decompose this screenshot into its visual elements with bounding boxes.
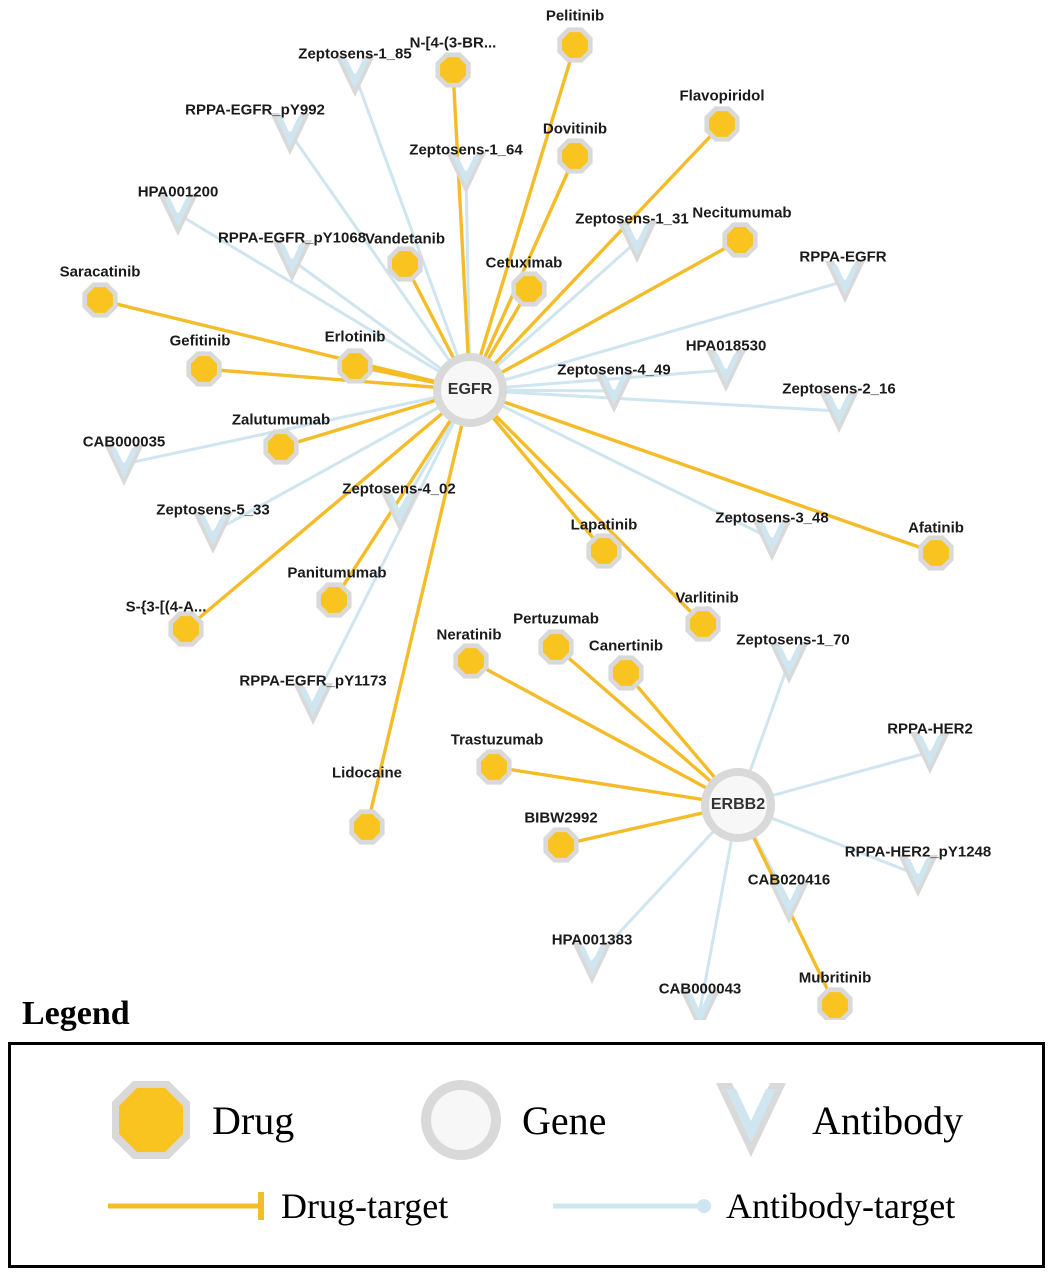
antibody-label: Zeptosens-1_64 bbox=[409, 141, 523, 159]
gene-node[interactable] bbox=[701, 768, 775, 842]
antibody-node[interactable] bbox=[193, 512, 233, 554]
antibody-node[interactable] bbox=[158, 194, 198, 236]
legend-label-antibody-target: Antibody-target bbox=[726, 1186, 956, 1226]
gene-node[interactable] bbox=[433, 353, 507, 427]
antibody-label: RPPA-EGFR bbox=[799, 248, 887, 266]
gene-label: ERBB2 bbox=[710, 796, 766, 813]
drug-node[interactable] bbox=[186, 351, 221, 386]
legend-item-gene bbox=[416, 1075, 606, 1165]
drug-node[interactable] bbox=[586, 533, 621, 568]
drug-label: Pertuzumab bbox=[513, 610, 599, 628]
graph-edge bbox=[470, 45, 575, 390]
drug-label: Saracatinib bbox=[59, 263, 141, 281]
drug-label: Lidocaine bbox=[331, 764, 403, 782]
antibody-node[interactable] bbox=[819, 391, 859, 433]
antibody-node[interactable] bbox=[769, 642, 809, 684]
drug-label: Zalutumumab bbox=[231, 411, 331, 429]
drug-node[interactable] bbox=[349, 809, 384, 844]
antibody-node[interactable] bbox=[293, 683, 333, 725]
drug-label: Necitumumab bbox=[692, 204, 792, 222]
antibody-label: Zeptosens-2_16 bbox=[782, 380, 896, 398]
drug-label: Flavopiridol bbox=[679, 87, 765, 105]
antibody-label: RPPA-HER2_pY1248 bbox=[844, 843, 992, 861]
antibody-target-edge-icon bbox=[551, 1186, 716, 1226]
drug-node[interactable] bbox=[387, 246, 422, 281]
antibody-node[interactable] bbox=[617, 221, 657, 263]
antibody-node[interactable] bbox=[825, 261, 865, 303]
antibody-label: CAB020416 bbox=[747, 871, 831, 889]
drug-label: Afatinib bbox=[908, 519, 964, 537]
drug-label: Cetuximab bbox=[485, 254, 563, 272]
drug-node[interactable] bbox=[704, 106, 739, 141]
drug-label: BIBW2992 bbox=[524, 809, 598, 827]
drug-node[interactable] bbox=[476, 749, 511, 784]
graph-edge bbox=[470, 390, 772, 539]
antibody-label: Zeptosens-4_49 bbox=[557, 361, 671, 379]
legend-label-drug: Drug bbox=[212, 1097, 295, 1143]
antibody-node[interactable] bbox=[898, 855, 938, 897]
antibody-node[interactable] bbox=[752, 519, 792, 561]
legend-box bbox=[8, 1042, 1045, 1268]
antibody-label: Zeptosens-1_31 bbox=[575, 210, 689, 228]
graph-edge bbox=[470, 124, 722, 390]
drug-node[interactable] bbox=[263, 429, 298, 464]
drug-node[interactable] bbox=[168, 611, 203, 646]
antibody-label: Zeptosens-5_33 bbox=[156, 501, 270, 519]
antibody-label: RPPA-EGFR_pY1173 bbox=[239, 672, 387, 690]
drug-label: Neratinib bbox=[436, 626, 502, 644]
antibody-label: HPA001200 bbox=[137, 183, 219, 201]
antibody-label: RPPA-HER2 bbox=[887, 720, 973, 738]
antibody-label: Zeptosens-3_48 bbox=[715, 509, 829, 527]
antibody-node[interactable] bbox=[910, 732, 950, 774]
drug-label: S-{3-[(4-A... bbox=[125, 598, 207, 616]
antibody-label: RPPA-EGFR_pY1068 bbox=[217, 229, 367, 247]
legend-item-antibody bbox=[706, 1075, 963, 1165]
drug-node[interactable] bbox=[337, 348, 372, 383]
antibody-label: HPA018530 bbox=[685, 337, 767, 355]
antibody-node[interactable] bbox=[270, 113, 310, 155]
drug-node[interactable] bbox=[316, 582, 351, 617]
legend-item-drug-target bbox=[106, 1185, 448, 1227]
graph-edge bbox=[367, 390, 470, 827]
antibody-node[interactable] bbox=[446, 152, 486, 194]
legend-label-drug-target: Drug-target bbox=[281, 1186, 449, 1226]
antibody-label: CAB000043 bbox=[658, 980, 742, 998]
antibody-node[interactable] bbox=[572, 942, 612, 984]
graph-edge bbox=[213, 390, 470, 532]
drug-label: Pelitinib bbox=[545, 7, 605, 25]
legend-item-antibody-target bbox=[551, 1185, 955, 1227]
drug-label: Canertinib bbox=[588, 637, 664, 655]
drug-node[interactable] bbox=[538, 629, 573, 664]
drug-label: Erlotinib bbox=[324, 328, 386, 346]
octagon-icon bbox=[106, 1075, 196, 1165]
legend-title: Legend bbox=[22, 995, 130, 1032]
drug-label: N-[4-(3-BR... bbox=[409, 34, 497, 52]
drug-target-edge-icon bbox=[106, 1186, 271, 1226]
legend-item-drug bbox=[106, 1075, 294, 1165]
drug-node[interactable] bbox=[82, 282, 117, 317]
antibody-node[interactable] bbox=[769, 882, 809, 924]
antibody-node[interactable] bbox=[104, 444, 144, 486]
chevron-icon bbox=[706, 1075, 796, 1165]
legend-node-row bbox=[11, 1065, 1042, 1175]
antibody-label: CAB000035 bbox=[82, 433, 166, 451]
drug-node[interactable] bbox=[722, 222, 757, 257]
drug-node[interactable] bbox=[435, 52, 470, 87]
antibody-label: Zeptosens-1_85 bbox=[298, 45, 412, 63]
drug-label: Panitumumab bbox=[287, 564, 387, 582]
antibody-node[interactable] bbox=[335, 55, 375, 97]
drug-node[interactable] bbox=[453, 643, 488, 678]
graph-edge bbox=[355, 75, 470, 390]
drug-label: Lapatinib bbox=[570, 516, 638, 534]
drug-node[interactable] bbox=[608, 655, 643, 690]
drug-label: Gefitinib bbox=[169, 332, 231, 350]
antibody-label: Zeptosens-4_02 bbox=[342, 480, 456, 498]
graph-edge bbox=[470, 390, 703, 624]
antibody-label: Zeptosens-1_70 bbox=[736, 631, 850, 649]
legend-label-antibody: Antibody bbox=[812, 1097, 964, 1143]
graph-edge bbox=[313, 390, 470, 703]
drug-label: Trastuzumab bbox=[450, 731, 544, 749]
drug-node[interactable] bbox=[685, 606, 720, 641]
legend-label-gene: Gene bbox=[522, 1097, 607, 1143]
drug-label: Mubritinib bbox=[798, 969, 872, 987]
antibody-label: HPA001383 bbox=[551, 931, 633, 949]
drug-node[interactable] bbox=[817, 987, 852, 1020]
gene-label: EGFR bbox=[447, 381, 493, 398]
drug-node[interactable] bbox=[511, 271, 546, 306]
drug-label: Varlitinib bbox=[675, 589, 739, 607]
drug-node[interactable] bbox=[557, 27, 592, 62]
drug-node[interactable] bbox=[918, 535, 953, 570]
drug-node[interactable] bbox=[557, 138, 592, 173]
circle-icon bbox=[416, 1075, 506, 1165]
drug-node[interactable] bbox=[543, 827, 578, 862]
drug-label: Vandetanib bbox=[364, 230, 446, 248]
antibody-label: RPPA-EGFR_pY992 bbox=[185, 101, 325, 119]
legend-edge-row bbox=[11, 1185, 1042, 1255]
drug-label: Dovitinib bbox=[542, 120, 608, 138]
graph-edge bbox=[334, 390, 470, 600]
